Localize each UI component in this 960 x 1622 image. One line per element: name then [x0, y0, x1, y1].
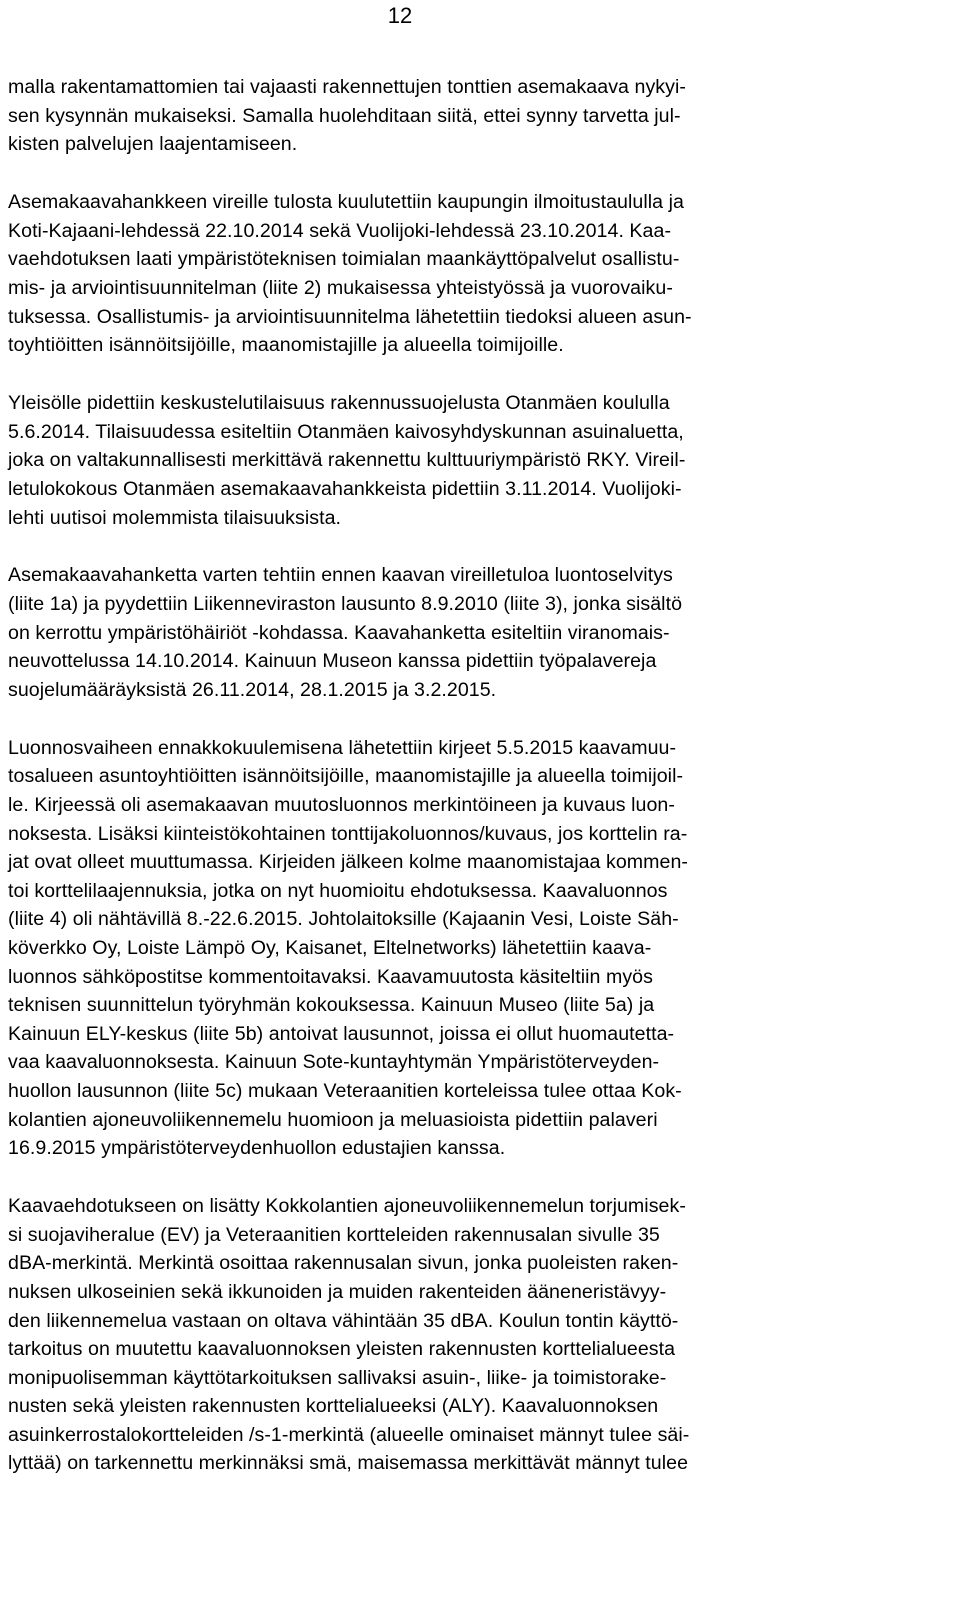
text-line: vaehdotuksen laati ympäristöteknisen toimialan maankäyttöpalvelut osallistu-: [8, 248, 680, 271]
page-number: 12: [387, 3, 413, 28]
text-line: Kainuun ELY-keskus (liite 5b) antoivat lausunnot, joissa ei ollut huomautetta-: [8, 1022, 675, 1045]
text-line: nuksen ulkoseinien sekä ikkunoiden ja muiden rakenteiden ääneneristävyy-: [8, 1280, 667, 1303]
text-line: (liite 1a) ja pyydettiin Liikenneviraston lausunto 8.9.2010 (liite 3), jonka sisältö: [8, 593, 683, 616]
text-line: monipuolisemman käyttötarkoituksen sallivaksi asuin-, liike- ja toimistorake-: [8, 1366, 667, 1389]
text-line: tosalueen asuntoyhtiöitten isännöitsijöille, maanomistajille ja alueella toimijoil-: [8, 765, 684, 788]
text-line: jat ovat olleet muuttumassa. Kirjeiden jälkeen kolme maanomistajaa kommen-: [8, 851, 688, 874]
text-line: joka on valtakunnallisesti merkittävä rakennettu kulttuuriympäristö RKY. Vireil-: [8, 449, 686, 472]
text-line: letulokokous Otanmäen asemakaavahankkeista pidettiin 3.11.2014. Vuolijoki-: [8, 477, 682, 500]
text-line: sen kysynnän mukaiseksi. Samalla huolehditaan siitä, ettei synny tarvetta jul-: [8, 104, 681, 127]
text-line: Kaavaehdotukseen on lisätty Kokkolantien ajoneuvoliikennemelun torjumisek-: [8, 1195, 686, 1218]
text-line: on kerrottu ympäristöhäiriöt -kohdassa. Kaavahanketta esiteltiin viranomais-: [8, 621, 670, 644]
text-line: Asemakaavahanketta varten tehtiin ennen kaavan vireilletuloa luontoselvitys: [8, 564, 673, 587]
text-line: Luonnosvaiheen ennakkokuulemisena lähetettiin kirjeet 5.5.2015 kaavamuu-: [8, 736, 677, 759]
paragraph: [8, 561, 938, 704]
text-line: le. Kirjeessä oli asemakaavan muutosluonnos merkintöineen ja kuvaus luon-: [8, 794, 675, 817]
text-line: kolantien ajoneuvoliikennemelu huomioon ja meluasioista pidettiin palaveri: [8, 1108, 658, 1131]
text-line: huollon lausunnon (liite 5c) mukaan Veteraanitien korteleissa tulee ottaa Kok-: [8, 1079, 682, 1102]
text-line: toi korttelilaajennuksia, jotka on nyt huomioitu ehdotuksessa. Kaavaluonnos: [8, 879, 668, 902]
document-body: [8, 73, 938, 1478]
text-line: tuksessa. Osallistumis- ja arviointisuunnitelma lähetettiin tiedoksi alueen asun-: [8, 305, 692, 328]
text-line: lyttää) on tarkennettu merkinnäksi smä, maisemassa merkittävät männyt tulee: [8, 1452, 689, 1475]
text-line: asuinkerrostalokortteleiden /s-1-merkintä (alueelle ominaiset männyt tulee säi-: [8, 1423, 690, 1446]
paragraph: [8, 734, 938, 1163]
text-line: Koti-Kajaani-lehdessä 22.10.2014 sekä Vuolijoki-lehdessä 23.10.2014. Kaa-: [8, 219, 672, 242]
text-line: vaa kaavaluonnoksesta. Kainuun Sote-kuntayhtymän Ympäristöterveyden-: [8, 1051, 660, 1074]
paragraph: [8, 188, 938, 360]
text-line: tarkoitus on muutettu kaavaluonnoksen yleisten rakennusten korttelialueesta: [8, 1338, 676, 1361]
text-line: Asemakaavahankkeen vireille tulosta kuulutettiin kaupungin ilmoitustaululla ja: [8, 191, 684, 214]
text-line: 5.6.2014. Tilaisuudessa esiteltiin Otanmäen kaivosyhdyskunnan asuinaluetta,: [8, 420, 684, 443]
paragraph-gap: [8, 704, 938, 733]
text-line: dBA-merkintä. Merkintä osoittaa rakennusalan sivun, jonka puoleisten raken-: [8, 1252, 679, 1275]
text-line: noksesta. Lisäksi kiinteistökohtainen tonttijakoluonnos/kuvaus, jos korttelin ra-: [8, 822, 688, 845]
text-line: si suojaviheralue (EV) ja Veteraanitien kortteleiden rakennusalan sivulle 35: [8, 1223, 660, 1246]
text-line: köverkko Oy, Loiste Lämpö Oy, Kaisanet, Eltelnetworks) lähetettiin kaava-: [8, 937, 652, 959]
text-line: malla rakentamattomien tai vajaasti rakennettujen tonttien asemakaava nykyi-: [8, 76, 686, 98]
text-line: toyhtiöitten isännöitsijöille, maanomistajille ja alueella toimijoille.: [8, 334, 564, 357]
text-line: 16.9.2015 ympäristöterveydenhuollon edustajien kanssa.: [8, 1137, 506, 1160]
text-line: mis- ja arviointisuunnitelman (liite 2) mukaisessa yhteistyössä ja vuorovaiku-: [8, 276, 673, 299]
text-line: nusten sekä yleisten rakennusten korttelialueeksi (ALY). Kaavaluonnoksen: [8, 1395, 659, 1418]
text-line: kisten palvelujen laajentamiseen.: [8, 133, 298, 156]
text-line: luonnos sähköpostitse kommentoitavaksi. Kaavamuutosta käsiteltiin myös: [8, 965, 653, 988]
paragraph: [8, 1192, 938, 1478]
text-line: neuvottelussa 14.10.2014. Kainuun Museon kanssa pidettiin työpalavereja: [8, 650, 657, 673]
paragraph-gap: [8, 532, 938, 561]
paragraph-gap: [8, 360, 938, 389]
paragraph-gap: [8, 159, 938, 188]
paragraph-gap: [8, 1163, 938, 1192]
paragraph: [8, 73, 938, 159]
text-line: lehti uutisoi molemmista tilaisuuksista.: [8, 506, 342, 529]
text-line: suojelumääräyksistä 26.11.2014, 28.1.2015 ja 3.2.2015.: [8, 678, 497, 701]
paragraph: [8, 389, 938, 532]
text-line: teknisen suunnittelun työryhmän kokouksessa. Kainuun Museo (liite 5a) ja: [8, 994, 655, 1017]
text-line: den liikennemelua vastaan on oltava vähintään 35 dBA. Koulun tontin käyttö-: [8, 1309, 679, 1332]
text-line: (liite 4) oli nähtävillä 8.-22.6.2015. Johtolaitoksille (Kajaanin Vesi, Loiste Säh-: [8, 908, 679, 931]
text-line: Yleisölle pidettiin keskustelutilaisuus rakennussuojelusta Otanmäen koululla: [8, 392, 670, 415]
